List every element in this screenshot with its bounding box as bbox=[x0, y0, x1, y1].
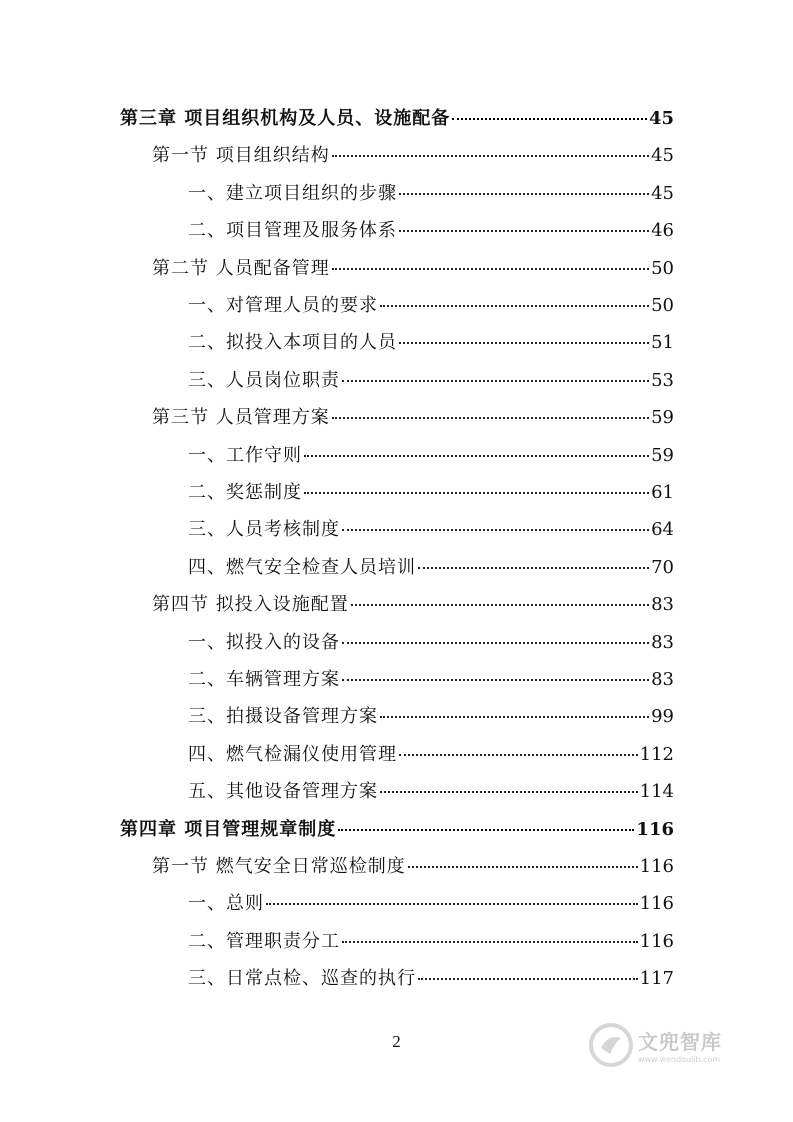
toc-entry-title: 三、拍摄设备管理方案 bbox=[188, 706, 378, 728]
toc-entry-title: 一、对管理人员的要求 bbox=[188, 295, 378, 316]
toc-entry-item[interactable] bbox=[188, 183, 674, 205]
toc-entry-item[interactable] bbox=[188, 744, 674, 766]
toc-entry-title: 三、人员考核制度 bbox=[188, 519, 340, 541]
toc-entry-page: 45 bbox=[651, 182, 674, 204]
toc-entry-page: 117 bbox=[639, 968, 674, 990]
toc-entry-page: 45 bbox=[648, 108, 674, 129]
toc-entry-title: 第四节 拟投入设施配置 bbox=[152, 594, 349, 616]
toc-entry-item[interactable] bbox=[188, 968, 674, 990]
toc-dot-leader bbox=[380, 791, 638, 793]
toc-entry-title: 二、拟投入本项目的人员 bbox=[188, 332, 397, 354]
toc-dot-leader bbox=[332, 417, 649, 419]
toc-dot-leader bbox=[399, 342, 649, 344]
toc-dot-leader bbox=[342, 642, 649, 644]
toc-dot-leader bbox=[266, 903, 638, 905]
watermark bbox=[588, 1020, 748, 1070]
toc-entry-title: 一、拟投入的设备 bbox=[188, 631, 340, 653]
page-number: 2 bbox=[392, 1032, 401, 1051]
toc-entry-title: 二、车辆管理方案 bbox=[188, 669, 340, 690]
toc-entry-page: 59 bbox=[651, 444, 674, 466]
toc-entry-item[interactable] bbox=[188, 295, 674, 317]
toc-entry-page: 116 bbox=[639, 856, 674, 877]
toc-dot-leader bbox=[380, 305, 649, 307]
toc-entry-section[interactable] bbox=[152, 594, 674, 616]
toc-dot-leader bbox=[342, 529, 649, 531]
toc-entry-title: 二、项目管理及服务体系 bbox=[188, 220, 397, 242]
toc-entry-page: 45 bbox=[651, 145, 674, 167]
toc-entry-chapter[interactable] bbox=[120, 108, 674, 130]
toc-entry-chapter[interactable] bbox=[120, 819, 674, 841]
toc-entry-title: 一、工作守则 bbox=[188, 444, 302, 466]
toc-entry-title: 五、其他设备管理方案 bbox=[188, 781, 378, 803]
toc-dot-leader bbox=[351, 604, 649, 606]
toc-entry-title: 第四章 项目管理规章制度 bbox=[120, 818, 337, 840]
toc-entry-page: 50 bbox=[651, 257, 674, 279]
toc-entry-item[interactable] bbox=[188, 519, 674, 541]
toc-entry-title: 第一节 燃气安全日常巡检制度 bbox=[152, 856, 406, 877]
toc-entry-item[interactable] bbox=[188, 557, 674, 579]
toc-entry-page: 114 bbox=[639, 781, 674, 803]
toc-entry-title: 第一节 项目组织结构 bbox=[152, 145, 330, 167]
toc-entry-title: 三、人员岗位职责 bbox=[188, 369, 340, 391]
toc-dot-leader bbox=[332, 155, 649, 157]
toc-entry-title: 四、燃气安全检查人员培训 bbox=[188, 556, 416, 578]
toc-entry-page: 50 bbox=[651, 295, 674, 316]
toc-entry-title: 二、奖惩制度 bbox=[188, 482, 302, 503]
toc-dot-leader bbox=[418, 567, 649, 569]
toc-entry-title: 第三章 项目组织机构及人员、设施配备 bbox=[120, 108, 451, 129]
watermark-text: 文兜智库 bbox=[638, 1030, 722, 1054]
toc-entry-page: 112 bbox=[639, 743, 674, 765]
toc-entry-page: 116 bbox=[639, 893, 674, 915]
toc-entry-item[interactable] bbox=[188, 220, 674, 242]
toc-entry-page: 61 bbox=[651, 482, 674, 503]
toc-entry-section[interactable] bbox=[152, 856, 674, 878]
toc-entry-item[interactable] bbox=[188, 482, 674, 504]
toc-entry-page: 116 bbox=[636, 818, 674, 840]
toc-dot-leader bbox=[332, 268, 649, 270]
toc-entry-page: 70 bbox=[651, 556, 674, 578]
toc-entry-title: 三、日常点检、巡查的执行 bbox=[188, 968, 416, 990]
toc-entry-item[interactable] bbox=[188, 370, 674, 392]
toc-entry-item[interactable] bbox=[188, 332, 674, 354]
toc-entry-title: 第二节 人员配备管理 bbox=[152, 257, 330, 279]
toc-dot-leader bbox=[408, 866, 638, 868]
toc-entry-title: 一、建立项目组织的步骤 bbox=[188, 182, 397, 204]
toc-entry-page: 59 bbox=[651, 407, 674, 429]
toc-dot-leader bbox=[418, 978, 638, 980]
toc-entry-item[interactable] bbox=[188, 445, 674, 467]
toc-entry-section[interactable] bbox=[152, 145, 674, 167]
toc-entry-title: 一、总则 bbox=[188, 893, 264, 915]
toc-entry-item[interactable] bbox=[188, 706, 674, 728]
toc-entry-item[interactable] bbox=[188, 781, 674, 803]
toc-dot-leader bbox=[304, 492, 649, 494]
toc-entry-title: 第三节 人员管理方案 bbox=[152, 407, 330, 429]
toc-entry-item[interactable] bbox=[188, 632, 674, 654]
watermark-logo-icon bbox=[588, 1022, 634, 1068]
toc-entry-page: 64 bbox=[651, 519, 674, 541]
toc-dot-leader bbox=[342, 941, 638, 943]
toc-dot-leader bbox=[399, 193, 649, 195]
toc-entry-item[interactable] bbox=[188, 669, 674, 691]
toc-entry-item[interactable] bbox=[188, 931, 674, 953]
toc-entry-page: 53 bbox=[651, 369, 674, 391]
toc-entry-page: 83 bbox=[651, 669, 674, 690]
toc-dot-leader bbox=[380, 716, 649, 718]
toc-dot-leader bbox=[304, 455, 649, 457]
toc-entry-title: 四、燃气检漏仪使用管理 bbox=[188, 743, 397, 765]
toc-dot-leader bbox=[338, 829, 634, 831]
toc-dot-leader bbox=[342, 679, 649, 681]
toc-dot-leader bbox=[399, 230, 649, 232]
toc-dot-leader bbox=[399, 754, 638, 756]
toc-entry-page: 116 bbox=[639, 930, 674, 952]
toc-entry-page: 99 bbox=[651, 706, 674, 728]
toc-entry-section[interactable] bbox=[152, 407, 674, 429]
toc-entry-section[interactable] bbox=[152, 258, 674, 280]
toc-entry-title: 二、管理职责分工 bbox=[188, 930, 340, 952]
toc-entry-page: 46 bbox=[651, 220, 674, 242]
toc-entry-item[interactable] bbox=[188, 893, 674, 915]
toc-dot-leader bbox=[342, 380, 649, 382]
toc-dot-leader bbox=[452, 118, 647, 120]
toc-entry-page: 83 bbox=[651, 594, 674, 616]
toc-entry-page: 51 bbox=[651, 332, 674, 354]
watermark-url: www.wendoulib.com bbox=[638, 1055, 721, 1064]
toc-entry-page: 83 bbox=[651, 631, 674, 653]
